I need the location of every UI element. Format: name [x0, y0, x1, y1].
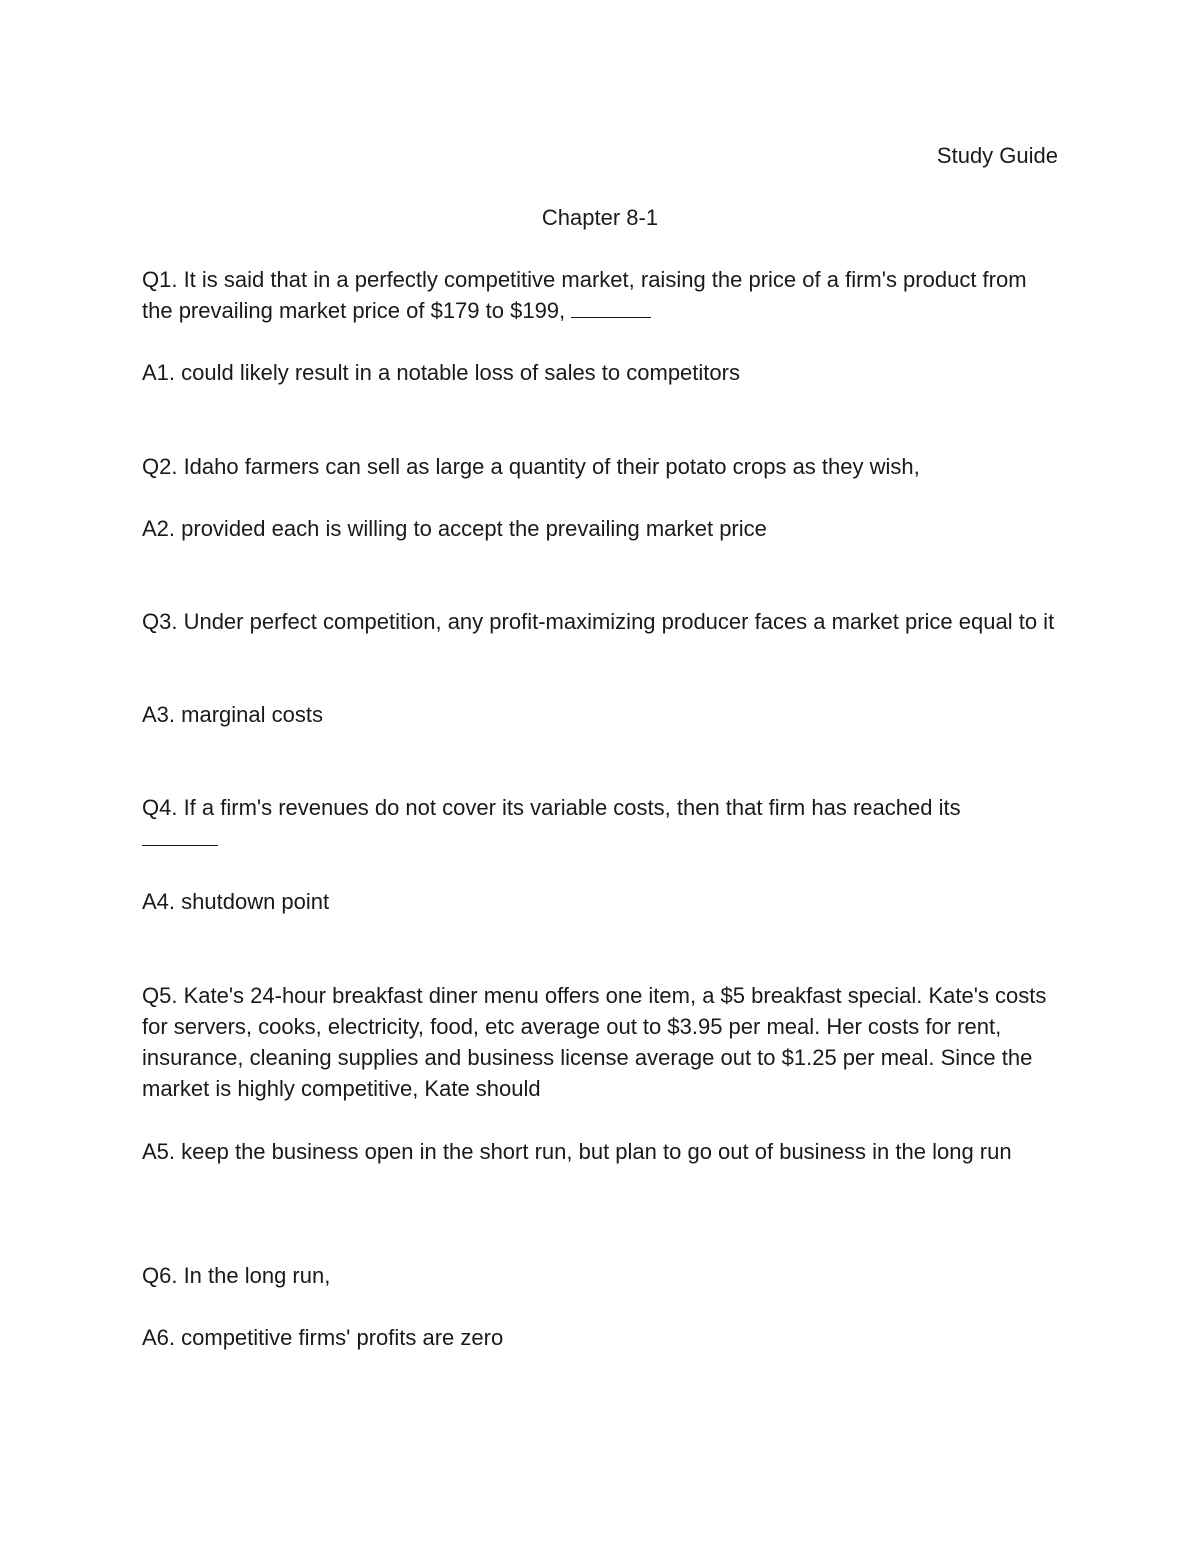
question-1	[142, 264, 1058, 326]
document-title: Study Guide	[936, 143, 1058, 168]
answer-3: A3. marginal costs	[142, 702, 323, 727]
question-1-text: Q1. It is said that in a perfectly competitive market, raising the price of a firm's product from the prevailing market price of $179 to $199,	[142, 267, 1027, 323]
question-4	[142, 792, 1058, 854]
answer-5: A5. keep the business open in the short run, but plan to go out of business in the long run	[142, 1139, 1012, 1164]
question-5: Q5. Kate's 24-hour breakfast diner menu offers one item, a $5 breakfast special. Kate's costs for servers, cooks, electricity, food, etc average out to $3.95 per meal. Her costs for rent, insurance, cleaning supplies and business license average out to $1.25 per meal. Since the market is highly competitive, Kate should	[142, 983, 1047, 1101]
answer-6: A6. competitive firms' profits are zero	[142, 1325, 504, 1350]
answer-1: A1. could likely result in a notable loss of sales to competitors	[142, 360, 740, 385]
chapter-heading: Chapter 8-1	[541, 205, 659, 230]
answer-2: A2. provided each is willing to accept the prevailing market price	[142, 516, 767, 541]
answer-blank	[571, 295, 651, 318]
answer-blank	[142, 835, 218, 846]
question-2: Q2. Idaho farmers can sell as large a quantity of their potato crops as they wish,	[142, 454, 920, 479]
question-6: Q6. In the long run,	[142, 1263, 331, 1288]
question-3: Q3. Under perfect competition, any profit-maximizing producer faces a market price equal to it	[142, 609, 1055, 634]
question-4-text: Q4. If a firm's revenues do not cover its variable costs, then that firm has reached its	[142, 795, 961, 820]
answer-4: A4. shutdown point	[142, 889, 330, 914]
